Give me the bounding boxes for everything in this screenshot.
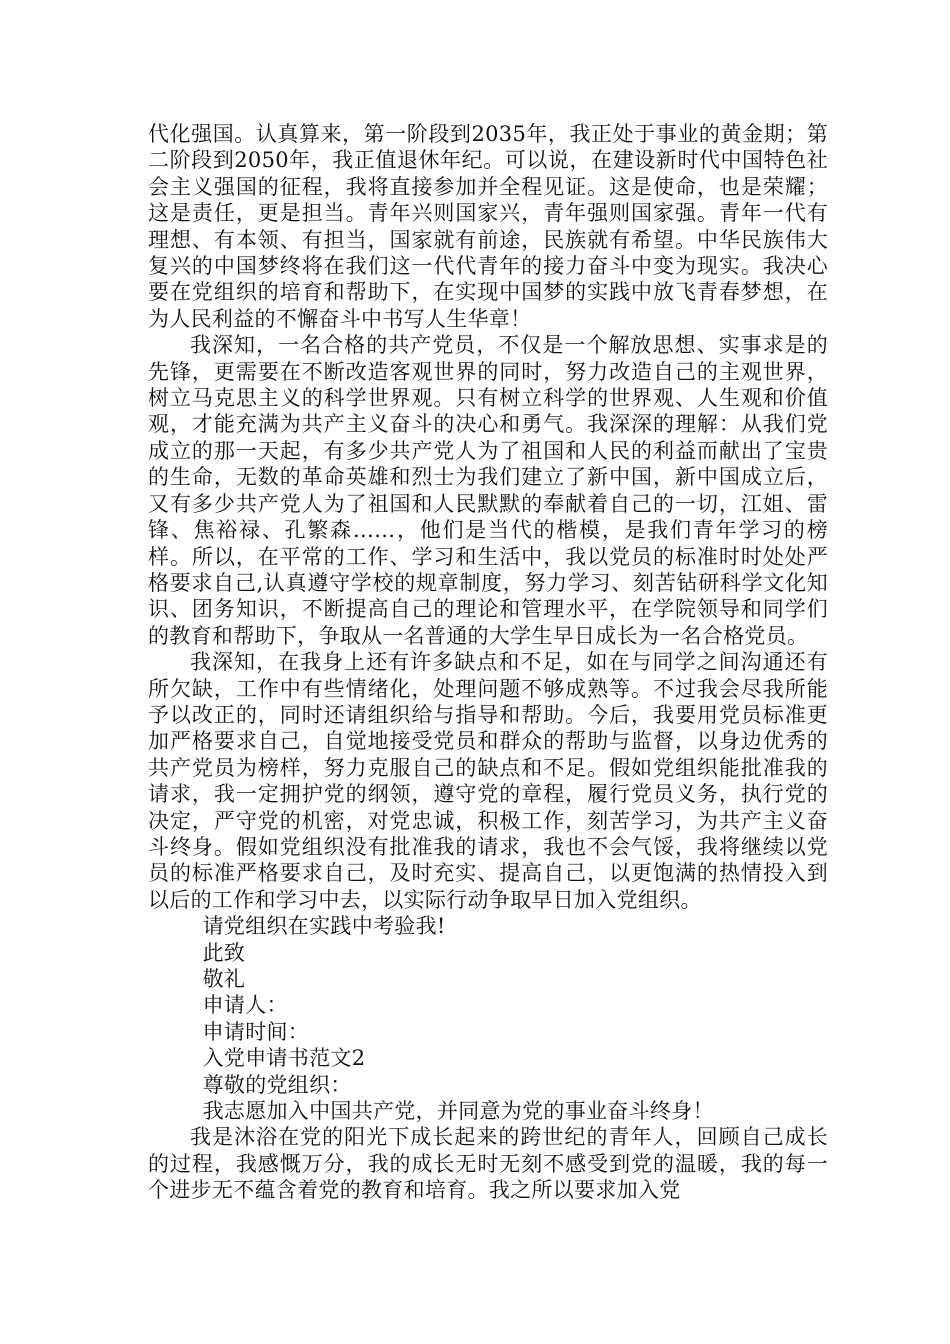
line-jingli: 敬礼 [202, 967, 246, 991]
line-volunteer: 我志愿加入中国共产党，并同意为党的事业奋斗终身！ [202, 1099, 714, 1124]
document-body [148, 121, 828, 1204]
paragraph-continuation: 代化强国。认真算来，第一阶段到2035年，我正处于事业的黄金期；第二阶段到2050年，我正值退休年纪。可以说，在建设新时代中国特色社会主义强国的征程，我将直接参加并全程见证。这是使命，也是荣耀；这是责任，更是担当。青年兴则国家兴，青年强则国家强。青年一代有理想、有本领、有担当，国家就有前途，民族就有希望。中华民族伟大复兴的中国梦终将在我们这一代代青年的接力奋斗中变为现实。我决心要在党组织的培育和帮助下，在实现中国梦的实践中放飞青春梦想，在为人民利益的不懈奋斗中书写人生华章！ [148, 122, 828, 331]
line-test-me: 请党组织在实践中考验我! [202, 914, 446, 939]
line-cizhi: 此致 [202, 940, 246, 965]
paragraph-growth: 我是沐浴在党的阳光下成长起来的跨世纪的青年人，回顾自己成长的过程，我感慨万分，我的成长无时无刻不感受到党的温暖，我的每一个进步无不蕴含着党的教育和培育。我之所以要求加入党 [148, 1125, 828, 1203]
sample-title: 入党申请书范文2 [202, 1046, 366, 1071]
paragraph-know-communist: 我深知，一名合格的共产党员，不仅是一个解放思想、实事求是的先锋，更需要在不断改造客观世界的同时，努力改造自己的主观世界，树立马克思主义的科学世界观。只有树立科学的世界观、人生观和价值观，才能充满为共产主义奋斗的决心和勇气。我深深的理解：从我们党成立的那一天起，有多少共产党人为了祖国和人民的利益而献出了宝贵的生命，无数的革命英雄和烈士为我们建立了新中国，新中国成立后，又有多少共产党人为了祖国和人民默默的奉献着自己的一切，江姐、雷锋、焦裕禄、孔繁森……，他们是当代的楷模，是我们青年学习的榜样。所以，在平常的工作、学习和生活中，我以党员的标准时时处处严格要求自己,认真遵守学校的规章制度，努力学习、刻苦钻研科学文化知识、团务知识，不断提高自己的理论和管理水平，在学院领导和同学们的教育和帮助下，争取从一名普通的大学生早日成长为一名合格党员。 [148, 333, 828, 648]
salutation: 尊敬的党组织： [202, 1072, 352, 1097]
paragraph-know-shortcomings: 我深知，在我身上还有许多缺点和不足，如在与同学之间沟通还有所欠缺，工作中有些情绪化，处理问题不够成熟等。不过我会尽我所能予以改正的，同时还请组织给与指导和帮助。今后，我要用党员标准更加严格要求自己，自觉地接受党员和群众的帮助与监督，以身边优秀的共产党员为榜样，努力克服自己的缺点和不足。假如党组织能批准我的请求，我一定拥护党的纲领，遵守党的章程，履行党员义务，执行党的决定，严守党的机密，对党忠诚，积极工作，刻苦学习，为共产主义奋斗终身。假如党组织没有批准我的请求，我也不会气馁，我将继续以党员的标准严格要求自己，及时充实、提高自己，以更饱满的热情投入到以后的工作和学习中去，以实际行动争取早日加入党组织。 [148, 650, 828, 912]
line-apply-time: 申请时间： [202, 1019, 310, 1044]
line-applicant: 申请人： [202, 993, 288, 1018]
